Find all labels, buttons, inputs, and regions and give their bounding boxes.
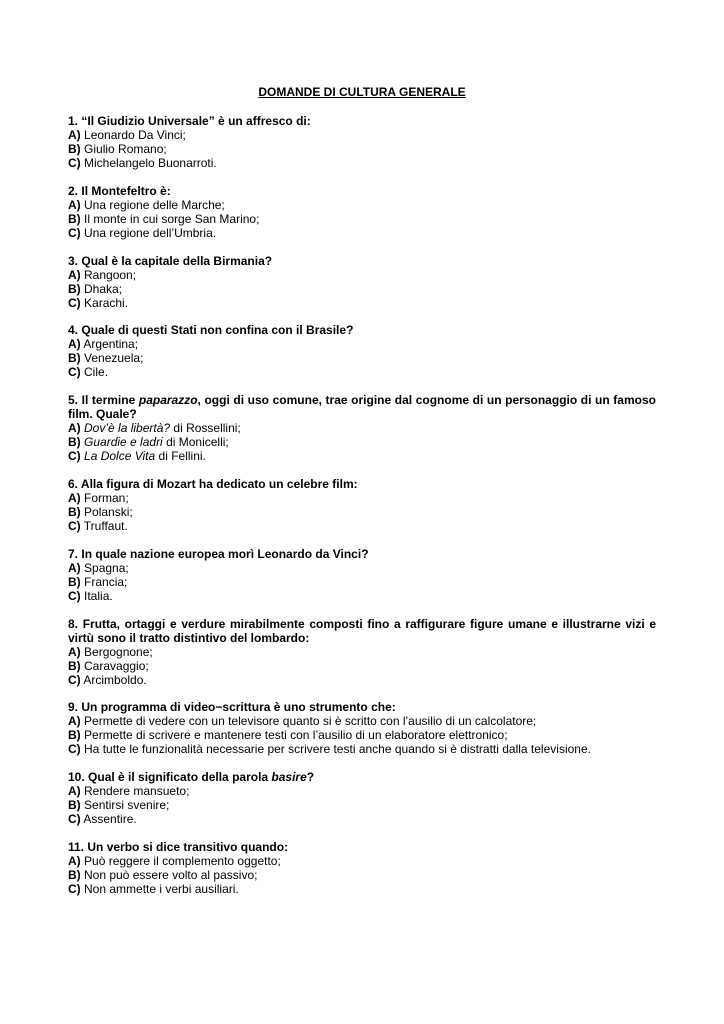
question-11-text: 11. Un verbo si dice transitivo quando: [68, 840, 289, 854]
question-4-option-c: C) Cile. [68, 365, 109, 379]
question-2 [68, 184, 656, 240]
question-4 [68, 323, 656, 379]
question-3-option-b: B) Dhaka; [68, 282, 123, 296]
question-9-text: 9. Un programma di video−scrittura è uno strumento che: [68, 700, 396, 714]
question-6-option-c: C) Truffaut. [68, 519, 128, 533]
question-1 [68, 114, 656, 170]
question-3 [68, 254, 656, 310]
question-7-text: 7. In quale nazione europea morì Leonardo da Vinci? [68, 547, 369, 561]
question-1-option-b: B) Giulio Romano; [68, 142, 167, 156]
document-title: DOMANDE DI CULTURA GENERALE [258, 85, 466, 99]
question-1-option-a: A) Leonardo Da Vinci; [68, 128, 186, 142]
question-10-option-a: A) Rendere mansueto; [68, 784, 190, 798]
question-8-option-a: A) Bergognone; [68, 645, 153, 659]
question-6-option-a: A) Forman; [68, 491, 129, 505]
question-8-option-c: C) Arcimboldo. [68, 673, 147, 687]
question-2-option-b: B) Il monte in cui sorge San Marino; [68, 212, 260, 226]
question-7-option-b: B) Francia; [68, 575, 128, 589]
question-7-option-a: A) Spagna; [68, 561, 129, 575]
question-8-text: 8. Frutta, ortaggi e verdure mirabilmente composti fino a raffigurare figure umane e illustrarne vizi e virtù sono il tratto distintivo del lombardo: [68, 617, 657, 645]
question-11-option-c: C) Non ammette i verbi ausiliari. [68, 882, 239, 896]
question-11-option-a: A) Può reggere il complemento oggetto; [68, 854, 281, 868]
question-6-text: 6. Alla figura di Mozart ha dedicato un celebre film: [68, 477, 358, 491]
question-1-option-c: C) Michelangelo Buonarroti. [68, 156, 217, 170]
question-4-option-b: B) Venezuela; [68, 351, 144, 365]
question-9-option-b: B) Permette di scrivere e mantenere testi con l’ausilio di un elaboratore elettronico; [68, 728, 508, 742]
question-5-option-b: B) Guardie e ladri di Monicelli; [68, 435, 229, 449]
question-11 [68, 840, 656, 896]
question-10-option-b: B) Sentirsi svenire; [68, 798, 170, 812]
question-3-option-c: C) Karachi. [68, 296, 129, 310]
question-2-text: 2. Il Montefeltro è: [68, 184, 171, 198]
question-9-option-a: A) Permette di vedere con un televisore quanto si è scritto con l’ausilio di un calcolatore; [68, 714, 537, 728]
question-6 [68, 477, 656, 533]
question-3-option-a: A) Rangoon; [68, 268, 137, 282]
question-7-option-c: C) Italia. [68, 589, 113, 603]
question-4-text: 4. Quale di questi Stati non confina con il Brasile? [68, 323, 354, 337]
question-10 [68, 770, 656, 826]
question-3-text: 3. Qual è la capitale della Birmania? [68, 254, 273, 268]
question-5-option-a: A) Dov’è la libertà? di Rossellini; [68, 421, 241, 435]
question-7 [68, 547, 656, 603]
question-8-option-b: B) Caravaggio; [68, 659, 149, 673]
question-2-option-a: A) Una regione delle Marche; [68, 198, 225, 212]
question-5-text: 5. Il termine paparazzo, oggi di uso comune, trae origine dal cognome di un personaggio di un famoso film. Quale? [68, 393, 656, 421]
question-5 [68, 393, 656, 463]
question-5-option-c: C) La Dolce Vita di Fellini. [68, 449, 206, 463]
question-9 [68, 700, 656, 756]
question-1-text: 1. “Il Giudizio Universale” è un affresco di: [68, 114, 311, 128]
question-2-option-c: C) Una regione dell’Umbria. [68, 226, 217, 240]
question-9-option-c: C) Ha tutte le funzionalità necessarie per scrivere testi anche quando si è distratti dalla televisione. [68, 742, 591, 756]
question-4-option-a: A) Argentina; [68, 337, 139, 351]
question-11-option-b: B) Non può essere volto al passivo; [68, 868, 258, 882]
question-10-option-c: C) Assentire. [68, 812, 137, 826]
question-8 [68, 617, 656, 687]
question-10-text: 10. Qual è il significato della parola basire? [68, 770, 315, 784]
question-6-option-b: B) Polanski; [68, 505, 133, 519]
